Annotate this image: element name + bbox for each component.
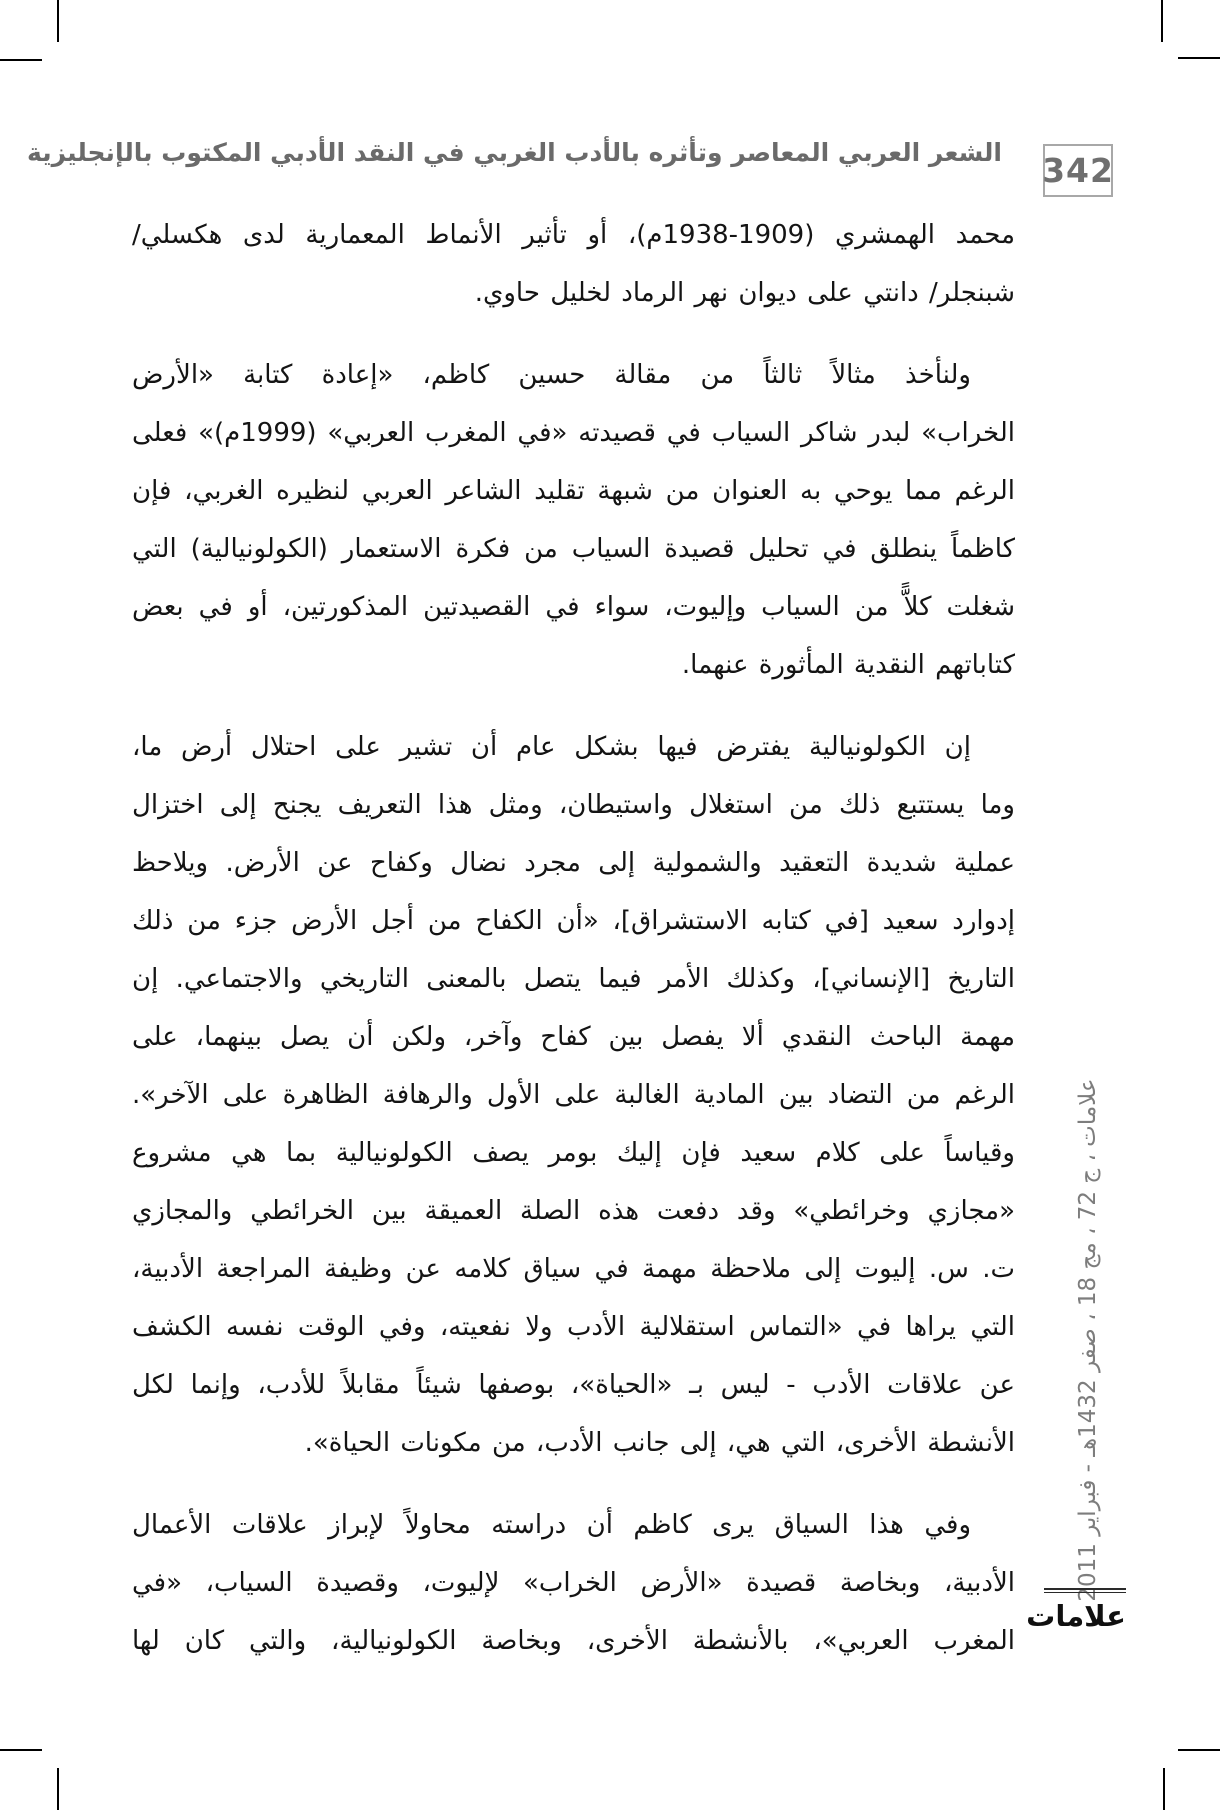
page-number-box: [1043, 144, 1113, 197]
text-line: الرغم مما يوحي به العنوان من شبهة تقليد الشاعر العربي لنظيره الغربي، فإن: [132, 476, 1015, 506]
text-line: الأدبية، وبخاصة قصيدة «الأرض الخراب» لإليوت، وقصيدة السياب، «في: [132, 1568, 1015, 1598]
text-line: وقياساً على كلام سعيد فإن إليك بومر يصف الكولونيالية بما هي مشروع: [132, 1138, 1015, 1168]
journal-logo: [1026, 1588, 1126, 1636]
crop-mark-top-left-horizontal: [0, 59, 42, 61]
text-line: إدوارد سعيد [في كتابه الاستشراق]، «أن الكفاح من أجل الأرض جزء من ذلك: [132, 906, 1015, 936]
logo-text: علامات: [1026, 1599, 1126, 1633]
paragraph: [132, 1496, 1015, 1670]
logo-double-rule: [1044, 1588, 1126, 1593]
text-line: ت. س. إليوت إلى ملاحظة مهمة في سياق كلامه عن وظيفة المراجعة الأدبية،: [132, 1254, 1015, 1284]
text-line: الرغم من التضاد بين المادية الغالبة على الأول والرهافة الظاهرة على الآخر».: [132, 1080, 1015, 1110]
text-line: المغرب العربي»، بالأنشطة الأخرى، وبخاصة الكولونيالية، والتي كان لها: [132, 1626, 1015, 1656]
text-line: التي يراها في «التماس استقلالية الأدب ولا نفعيته، وفي الوقت نفسه الكشف: [132, 1312, 1015, 1342]
crop-mark-bottom-left-vertical: [57, 1768, 59, 1810]
paragraph: [132, 206, 1015, 322]
crop-mark-top-right-vertical: [1161, 0, 1163, 42]
running-head-title: الشعر العربي المعاصر وتأثره بالأدب الغربي في النقد الأدبي المكتوب بالإنجليزية: [27, 138, 1002, 167]
crop-mark-bottom-left-horizontal: [0, 1749, 42, 1751]
crop-mark-bottom-right-horizontal: [1178, 1749, 1220, 1751]
text-line: مهمة الباحث النقدي ألا يفصل بين كفاح وآخر، ولكن أن يصل بينهما، على: [132, 1022, 1015, 1052]
text-line: ولنأخذ مثالاً ثالثاً من مقالة حسين كاظم، «إعادة كتابة «الأرض: [132, 360, 971, 390]
text-line: شبنجلر/ دانتي على ديوان نهر الرماد لخليل حاوي.: [474, 278, 1015, 308]
text-line: كتاباتهم النقدية المأثورة عنهما.: [681, 650, 1015, 680]
text-line: الخراب» لبدر شاكر السياب في قصيدته «في المغرب العربي» (1999م)» فعلى: [132, 418, 1015, 448]
text-line: كاظماً ينطلق في تحليل قصيدة السياب من فكرة الاستعمار (الكولونيالية) التي: [132, 534, 1015, 564]
text-line: إن الكولونيالية يفترض فيها بشكل عام أن تشير على احتلال أرض ما،: [132, 732, 971, 762]
text-line: عملية شديدة التعقيد والشمولية إلى مجرد نضال وكفاح عن الأرض. ويلاحظ: [132, 848, 1015, 878]
text-line: محمد الهمشري (1909-1938م)، أو تأثير الأنماط المعمارية لدى هكسلي/: [132, 220, 1015, 250]
paragraph: [132, 346, 1015, 694]
text-line: التاريخ [الإنساني]، وكذلك الأمر فيما يتصل بالمعنى التاريخي والاجتماعي. إن: [132, 964, 1015, 994]
journal-citation-vertical: علامات ، ج 72 ، مج 18 ، صفر 1432هـ - فبراير 2011: [1075, 1078, 1101, 1602]
paragraph: [132, 718, 1015, 1472]
text-line: عن علاقات الأدب - ليس بـ «الحياة»، بوصفها شيئاً مقابلاً للأدب، وإنما لكل: [132, 1370, 1015, 1400]
article-text: [132, 206, 1015, 1694]
text-line: وفي هذا السياق يرى كاظم أن دراسته محاولاً لإبراز علاقات الأعمال: [132, 1510, 971, 1540]
crop-mark-top-right-horizontal: [1178, 57, 1220, 59]
text-line: الأنشطة الأخرى، التي هي، إلى جانب الأدب، من مكونات الحياة».: [304, 1428, 1015, 1458]
crop-mark-bottom-right-vertical: [1163, 1768, 1165, 1810]
text-line: وما يستتبع ذلك من استغلال واستيطان، ومثل هذا التعريف يجنح إلى اختزال: [132, 790, 1015, 820]
crop-mark-top-left-vertical: [57, 0, 59, 42]
page-number: 342: [1042, 151, 1114, 190]
text-line: «مجازي وخرائطي» وقد دفعت هذه الصلة العميقة بين الخرائطي والمجازي: [132, 1196, 1015, 1226]
text-line: شغلت كلاًّ من السياب وإليوت، سواء في القصيدتين المذكورتين، أو في بعض: [132, 592, 1015, 622]
